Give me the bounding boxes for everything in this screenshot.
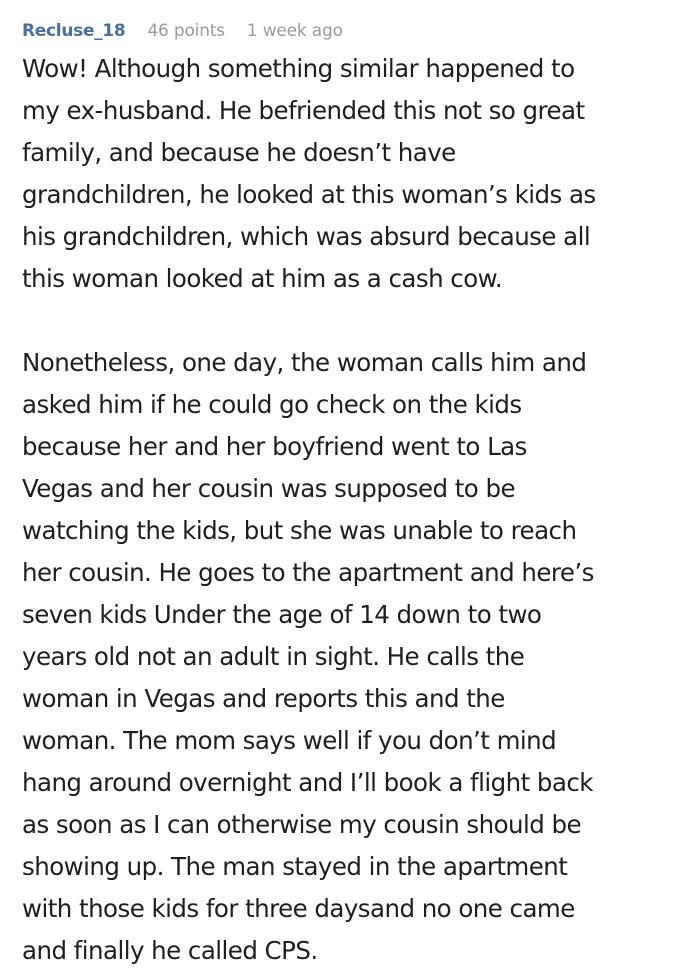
comment-line: asked him if he could go check on the kids: [22, 390, 522, 419]
comment-line: years old not an adult in sight. He calls the: [22, 642, 525, 671]
comment-line: seven kids Under the age of 14 down to two: [22, 600, 542, 629]
comment-line: his grandchildren, which was absurd because all: [22, 222, 591, 251]
comment-line: and finally he called CPS.: [22, 936, 318, 965]
comment-line: grandchildren, he looked at this woman’s kids as: [22, 180, 596, 209]
comment-line: as soon as I can otherwise my cousin should be: [22, 810, 582, 839]
comment-line: Nonetheless, one day, the woman calls him and: [22, 348, 587, 377]
comment-line: showing up. The man stayed in the apartment: [22, 852, 568, 881]
comment-line: family, and because he doesn’t have: [22, 138, 456, 167]
username-link[interactable]: Recluse_18: [22, 21, 126, 41]
comment-line: her cousin. He goes to the apartment and here’s: [22, 558, 594, 587]
comment-line: hang around overnight and I’ll book a flight back: [22, 768, 593, 797]
points-count: 46 points: [147, 21, 225, 41]
comment-paragraph: [22, 48, 692, 300]
comment-line: woman. The mom says well if you don’t mind: [22, 726, 557, 755]
comment-body: [22, 48, 692, 972]
comment-line: woman in Vegas and reports this and the: [22, 684, 505, 713]
paragraph-spacer: [22, 300, 692, 342]
timestamp: 1 week ago: [246, 21, 343, 41]
comment-line: my ex-husband. He befriended this not so great: [22, 96, 585, 125]
comment-line: watching the kids, but she was unable to reach: [22, 516, 577, 545]
comment-line: Wow! Although something similar happened to: [22, 54, 575, 83]
comment-paragraph: [22, 342, 692, 972]
comment-line: Vegas and her cousin was supposed to be: [22, 474, 515, 503]
comment-meta: [22, 18, 343, 44]
comment-line: this woman looked at him as a cash cow.: [22, 264, 503, 293]
comment-line: because her and her boyfriend went to Las: [22, 432, 527, 461]
comment-line: with those kids for three daysand no one came: [22, 894, 575, 923]
